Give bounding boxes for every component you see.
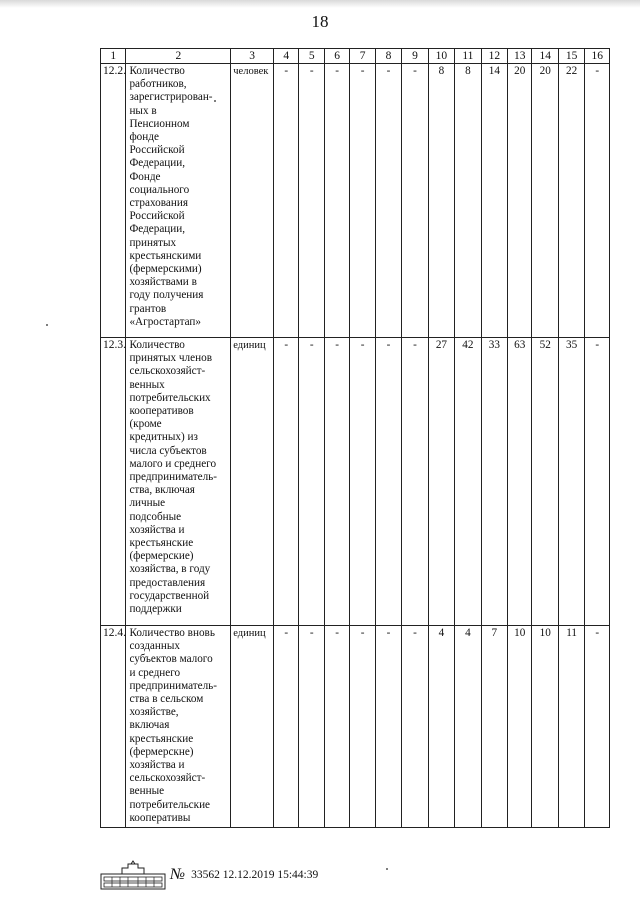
value-cell: - xyxy=(324,338,349,626)
value-cell: 4 xyxy=(428,626,454,828)
value-cell: - xyxy=(402,626,428,828)
data-table xyxy=(100,48,610,828)
value-cell: 20 xyxy=(532,64,558,338)
scan-speck xyxy=(46,324,48,326)
row-number: 12.2. xyxy=(101,64,126,338)
header-cell: 8 xyxy=(375,49,401,64)
scan-speck xyxy=(386,868,388,870)
header-cell: 6 xyxy=(324,49,349,64)
header-cell: 4 xyxy=(274,49,299,64)
registration-footer xyxy=(100,860,318,890)
value-cell: - xyxy=(375,338,401,626)
header-cell: 15 xyxy=(558,49,584,64)
value-cell: 8 xyxy=(428,64,454,338)
value-cell: - xyxy=(585,338,610,626)
value-cell: 20 xyxy=(508,64,532,338)
value-cell: - xyxy=(299,338,324,626)
header-cell: 9 xyxy=(402,49,428,64)
value-cell: 4 xyxy=(455,626,481,828)
table-row xyxy=(101,64,610,338)
header-cell: 13 xyxy=(508,49,532,64)
value-cell: - xyxy=(350,338,375,626)
row-number: 12.3. xyxy=(101,338,126,626)
value-cell: - xyxy=(299,64,324,338)
value-cell: 27 xyxy=(428,338,454,626)
header-cell: 14 xyxy=(532,49,558,64)
value-cell: 11 xyxy=(558,626,584,828)
unit-of-measure: единиц xyxy=(231,626,274,828)
value-cell: 8 xyxy=(455,64,481,338)
value-cell: 35 xyxy=(558,338,584,626)
value-cell: 22 xyxy=(558,64,584,338)
table-row xyxy=(101,338,610,626)
value-cell: - xyxy=(585,626,610,828)
unit-of-measure: единиц xyxy=(231,338,274,626)
value-cell: - xyxy=(585,64,610,338)
indicator-name: Количество работников, зарегистрирован- ных в Пенсионном фонде Российской Федерации, Фонде социального страхования Российской Федерации, принятых крестьянскими (фермерскими) хозяйствами в году получения грантов «Агростартап» xyxy=(126,64,231,338)
value-cell: - xyxy=(324,64,349,338)
registry-seal-icon xyxy=(100,860,166,890)
value-cell: 14 xyxy=(481,64,507,338)
value-cell: - xyxy=(402,64,428,338)
header-cell: 3 xyxy=(231,49,274,64)
header-cell: 5 xyxy=(299,49,324,64)
page-number: 18 xyxy=(311,12,329,31)
header-cell: 11 xyxy=(455,49,481,64)
table-row xyxy=(101,626,610,828)
value-cell: 7 xyxy=(481,626,507,828)
value-cell: 10 xyxy=(532,626,558,828)
value-cell: - xyxy=(274,338,299,626)
header-cell: 7 xyxy=(350,49,375,64)
header-row xyxy=(101,49,610,64)
header-cell: 16 xyxy=(585,49,610,64)
value-cell: - xyxy=(274,64,299,338)
row-number: 12.4. xyxy=(101,626,126,828)
registration-stamp-text: 33562 12.12.2019 15:44:39 xyxy=(191,869,319,881)
value-cell: - xyxy=(402,338,428,626)
header-cell: 12 xyxy=(481,49,507,64)
unit-of-measure: человек xyxy=(231,64,274,338)
value-cell: 42 xyxy=(455,338,481,626)
indicator-name: Количество вновь созданных субъектов малого и среднего предприниматель- ства в сельском хозяйстве, включая крестьянские (фермерскне) хозяйства и сельскохозяйст- венные потребительские кооперативы xyxy=(126,626,231,828)
value-cell: - xyxy=(299,626,324,828)
value-cell: - xyxy=(324,626,349,828)
value-cell: 33 xyxy=(481,338,507,626)
number-sign: № xyxy=(170,866,186,883)
value-cell: - xyxy=(274,626,299,828)
indicator-name: Количество принятых членов сельскохозяйст- венных потребительских кооперативов (кроме кредитных) из числа субъектов малого и среднего предприниматель- ства, включая личные подсобные хозяйства и крестьянские (фермерские) хозяйства, в году предоставления государственной поддержки xyxy=(126,338,231,626)
value-cell: 10 xyxy=(508,626,532,828)
value-cell: 52 xyxy=(532,338,558,626)
value-cell: - xyxy=(350,626,375,828)
value-cell: - xyxy=(375,64,401,338)
value-cell: - xyxy=(350,64,375,338)
scan-top-edge xyxy=(0,0,640,8)
header-cell: 2 xyxy=(126,49,231,64)
header-cell: 10 xyxy=(428,49,454,64)
value-cell: 63 xyxy=(508,338,532,626)
header-cell: 1 xyxy=(101,49,126,64)
value-cell: - xyxy=(375,626,401,828)
